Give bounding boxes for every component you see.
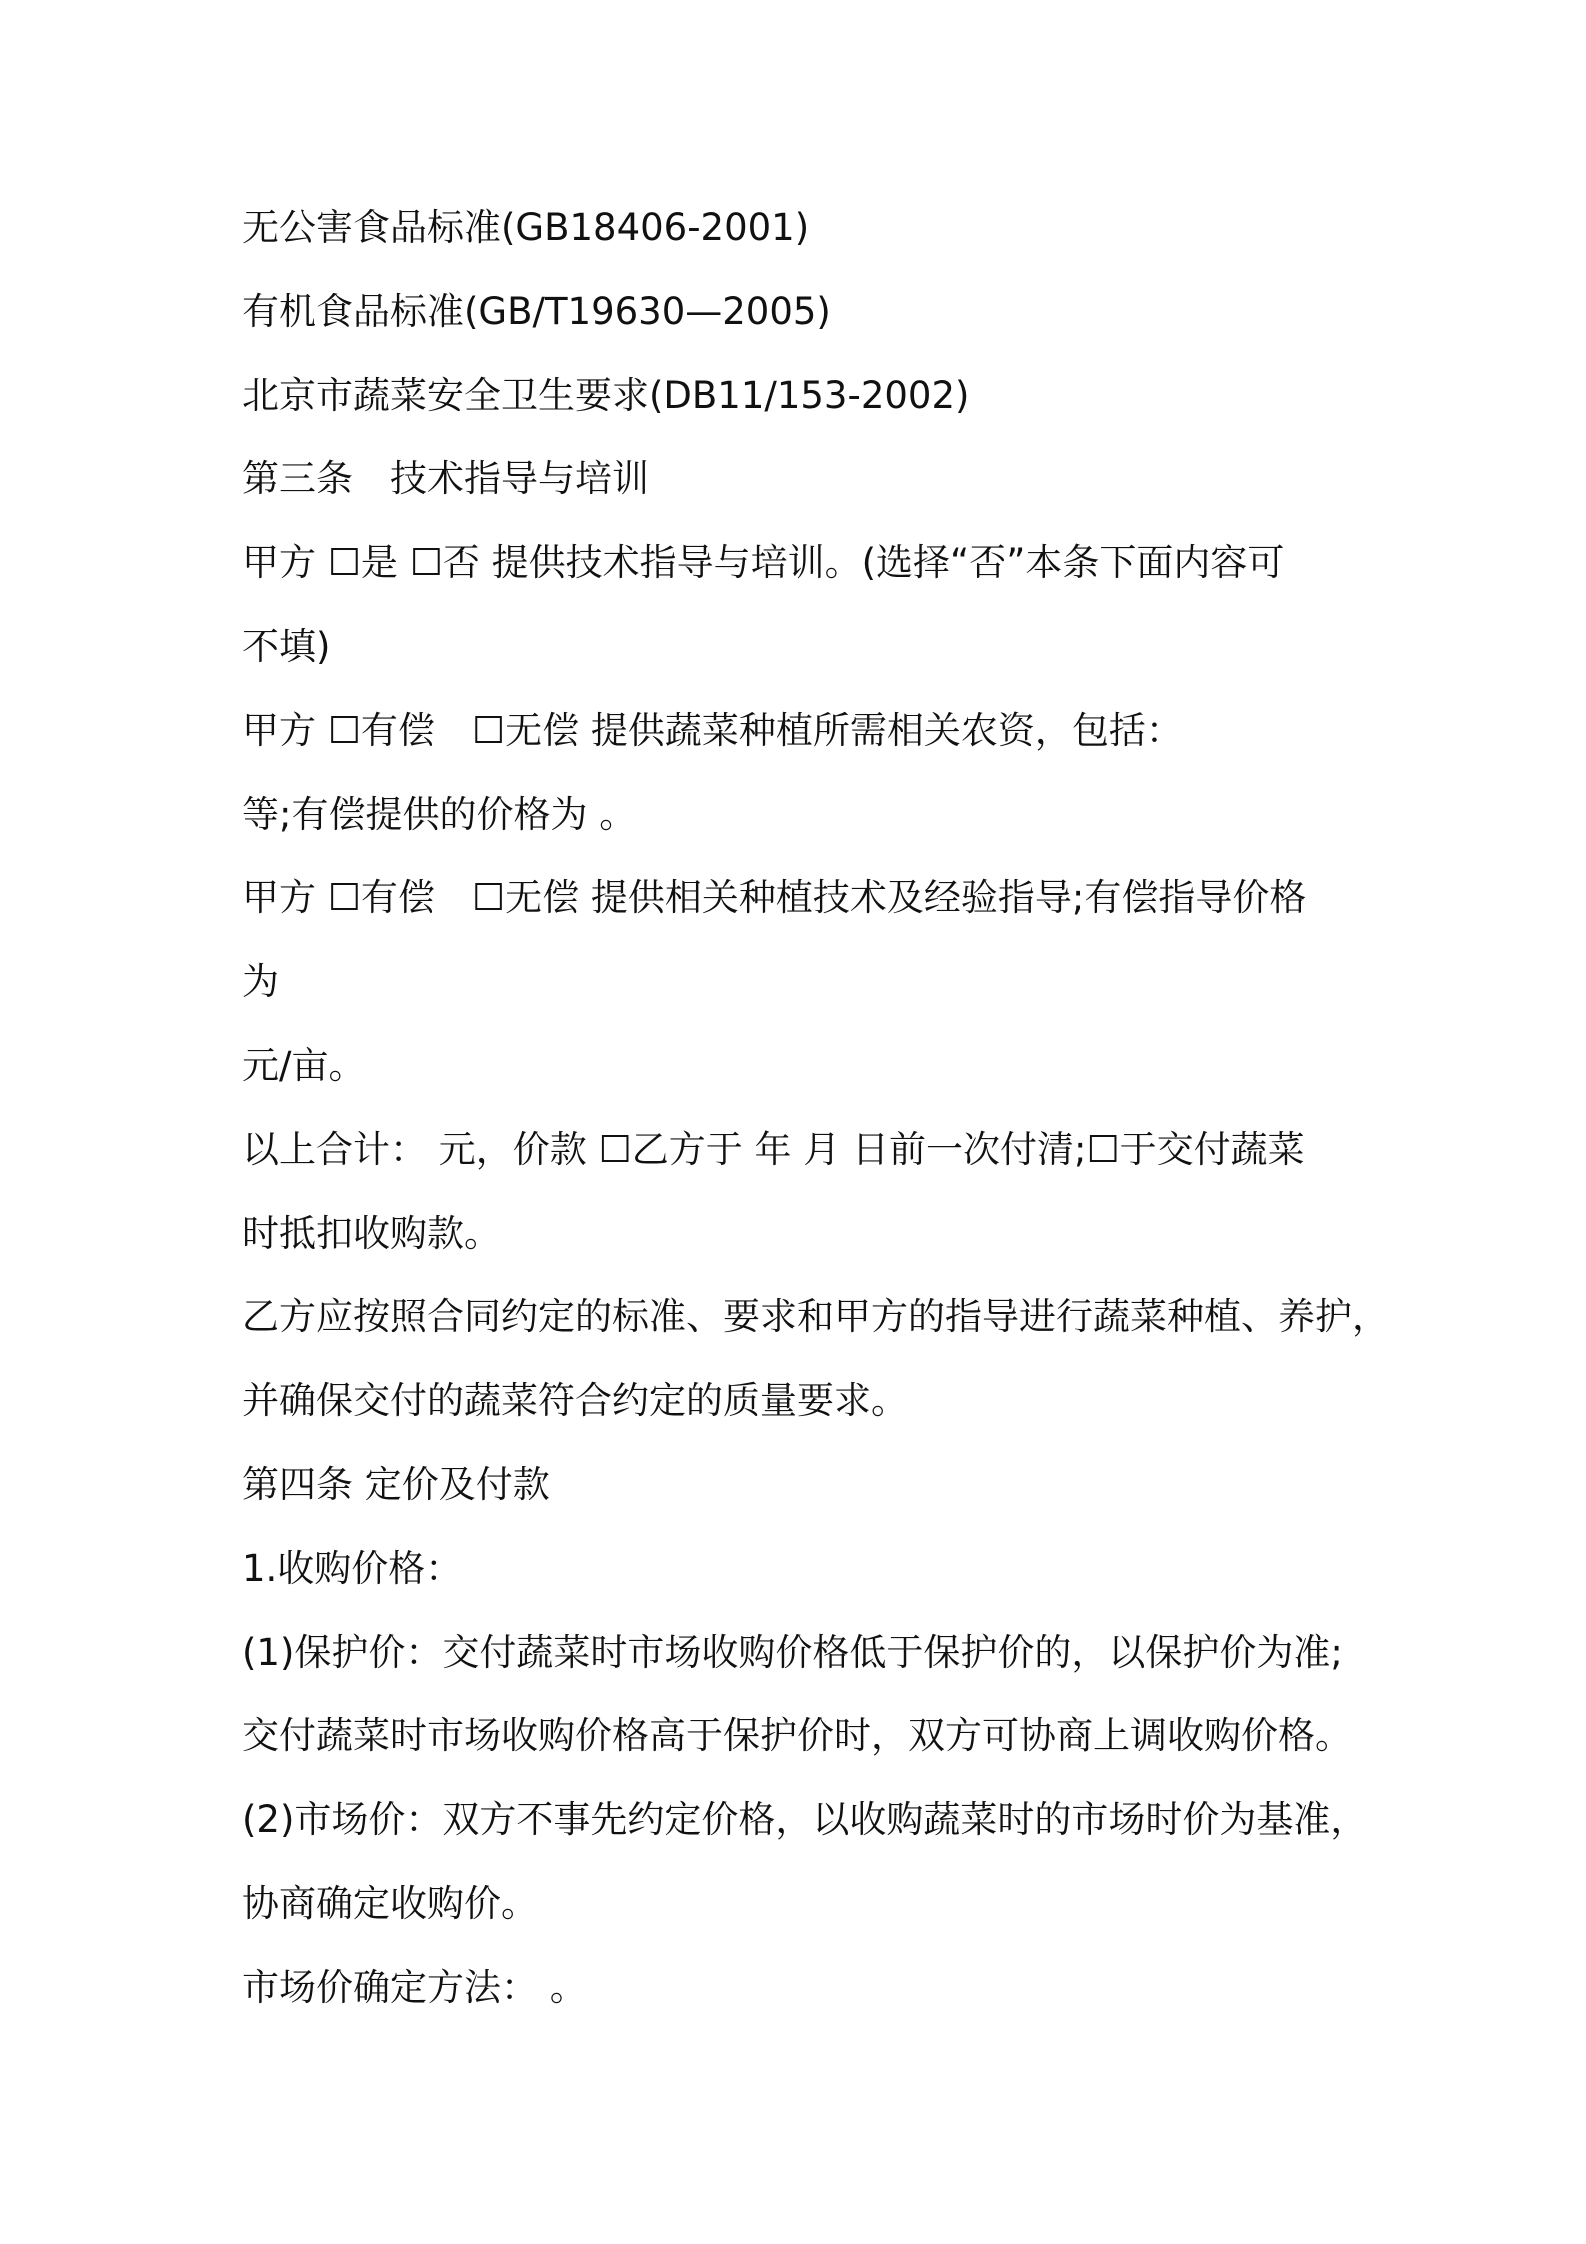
party-b-obligation-line-cont: 并确保交付的蔬菜符合约定的质量要求。 [242,1379,908,1423]
guidance-price-unit-line: 元/亩。 [242,1043,366,1087]
market-price-method-line: 市场价确定方法： 。 [242,1965,587,2009]
market-price-line: (2)市场价：双方不事先约定价格，以收购蔬菜时的市场时价为基准， [242,1798,1368,1842]
training-option-line-cont: 不填) [242,624,331,668]
total-payment-line: 以上合计： 元，价款 ☐乙方于 年 月 日前一次付清;☐于交付蔬菜 [242,1127,1305,1171]
training-option-line: 甲方 ☐是 ☐否 提供技术指导与培训。(选择“否”本条下面内容可 [242,541,1285,585]
party-b-obligation-line: 乙方应按照合同约定的标准、要求和甲方的指导进行蔬菜种植、养护， [242,1295,1389,1339]
agri-materials-line: 甲方 ☐有偿 ☐无偿 提供蔬菜种植所需相关农资，包括： [242,708,1183,752]
standard-line-3: 北京市蔬菜安全卫生要求(DB11/153-2002) [242,373,970,417]
article-3-heading: 第三条 技术指导与培训 [242,457,649,501]
market-price-line-cont: 协商确定收购价。 [242,1881,538,1925]
guidance-option-line: 甲方 ☐有偿 ☐无偿 提供相关种植技术及经验指导;有偿指导价格 [242,876,1307,920]
protective-price-line-cont: 交付蔬菜时市场收购价格高于保护价时，双方可协商上调收购价格。 [242,1714,1352,1758]
agri-materials-price-line: 等;有偿提供的价格为 。 [242,792,637,836]
purchase-price-heading: 1.收购价格： [242,1546,463,1590]
standard-line-1: 无公害食品标准(GB18406-2001) [242,206,810,249]
standard-line-2: 有机食品标准(GB/T19630—2005) [242,289,831,333]
guidance-option-line-cont: 为 [242,960,279,1004]
protective-price-line: (1)保护价：交付蔬菜时市场收购价格低于保护价的，以保护价为准; [242,1630,1343,1674]
document-body [242,202,1389,2046]
article-4-heading: 第四条 定价及付款 [242,1462,550,1506]
total-payment-line-cont: 时抵扣收购款。 [242,1211,501,1255]
